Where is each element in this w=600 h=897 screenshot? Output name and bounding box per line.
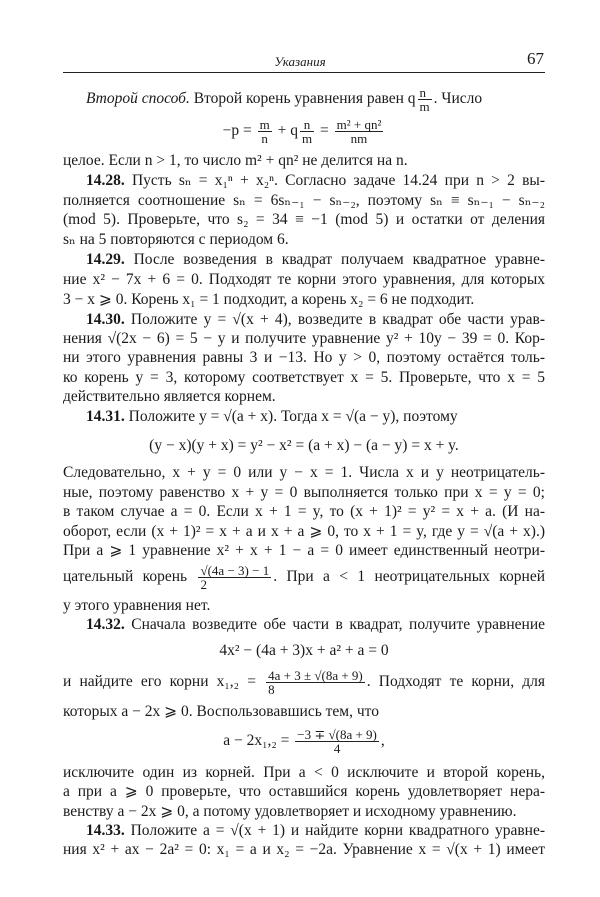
italic-lead: Второй способ.: [86, 90, 190, 108]
running-header: Указания: [274, 54, 326, 69]
text-line: [63, 564, 545, 591]
numerator: m: [259, 117, 270, 132]
text-line: оборот, если (x + 1)² = x + a и x + a ⩾ 0, то x + 1 = y, где y = √(a + x).): [63, 523, 545, 540]
fraction: [295, 728, 379, 755]
text: −p =: [222, 122, 252, 140]
fraction: [198, 564, 271, 591]
display-equation: [63, 728, 545, 755]
text: a − 2x₁,₂ =: [223, 732, 290, 750]
display-equation: 4x² − (4a + 3)x + a² + a = 0: [219, 642, 389, 659]
page-number: 67: [527, 49, 544, 68]
fraction: [258, 118, 272, 145]
fraction: [335, 118, 384, 145]
text-line: sₙ на 5 повторяются с периодом 6.: [63, 231, 289, 248]
header-rule: [63, 72, 545, 73]
text-line: При a ⩾ 1 уравнение x² + x + 1 − a = 0 имеет единственный неотри-: [63, 542, 545, 559]
numerator: √(4a − 3) − 1: [200, 563, 270, 578]
numerator: m² + qn²: [336, 117, 382, 132]
denominator: 4: [333, 741, 341, 756]
denominator: 8: [268, 682, 275, 697]
text-line: [86, 86, 545, 113]
denominator: m: [419, 99, 430, 114]
problem-number: 14.31.: [86, 408, 125, 425]
fraction: [418, 86, 432, 113]
text-line: [86, 407, 545, 427]
text-line: ни этого уравнения равны 3 и −13. Но y > 0, поэтому остаётся толь-: [63, 349, 545, 366]
text-line: [86, 250, 545, 270]
numerator: −3 ∓ √(8a + 9): [297, 727, 377, 742]
text: и найдите его корни x₁,₂ =: [63, 673, 256, 691]
text-line: полняется соотношение sₙ = 6sₙ₋₁ − sₙ₋₂, поэтому sₙ ≡ sₙ₋₁ − sₙ₋₂: [63, 192, 545, 209]
text-line: в таком случае a = 0. Если x + 1 = y, то (x + 1)² = y² = x + a. (И на-: [63, 503, 545, 520]
text: . Число: [433, 90, 483, 108]
problem-number: 14.33.: [86, 822, 125, 839]
problem-number: 14.29.: [86, 251, 125, 268]
text-line: (mod 5). Проверьте, что s₂ = 34 ≡ −1 (mod 5) и остатки от деления: [63, 211, 545, 228]
text-line: Следовательно, x + y = 0 или y − x = 1. Числа x и y неотрицатель-: [63, 464, 545, 481]
text-line: [86, 310, 545, 330]
text-line: ко корень y = 3, которому соответствует x = 5. Проверьте, что x = 5: [63, 369, 545, 386]
text: ,: [380, 732, 385, 750]
text: Положите a = √(x + 1) и найдите корни квадратного уравне-: [130, 822, 545, 839]
text-line: [86, 821, 545, 841]
text: . При a < 1 неотрицательных корней: [273, 568, 545, 586]
text: Положите y = √(x + 4), возведите в квадрат обе части урав-: [130, 311, 545, 328]
text: =: [319, 122, 329, 140]
text-line: ные, поэтому равенство x + y = 0 выполняется только при x = y = 0;: [63, 484, 545, 501]
text-line: венству a − 2x ⩾ 0, а потому удовлетворяет и исходному уравнению.: [63, 803, 517, 820]
text-line: [63, 669, 545, 696]
denominator: 2: [200, 577, 207, 592]
text: Положите y = √(a + x). Тогда x = √(a − y), поэтому: [128, 408, 458, 425]
text-line: [86, 615, 545, 635]
numerator: n: [300, 118, 314, 132]
text: После возведения в квадрат получаем квадратное уравне-: [133, 251, 546, 268]
text-line: которых a − 2x ⩾ 0. Воспользовавшись тем, что: [63, 703, 379, 720]
denominator: m: [301, 131, 313, 146]
text-line: действительно является корнем.: [63, 388, 276, 405]
text-line: ния x² + ax − 2a² = 0: x₁ = a и x₂ = −2a. Уравнение x = √(x + 1) имеет: [63, 841, 545, 858]
problem-number: 14.32.: [86, 616, 125, 633]
denominator: nm: [350, 131, 368, 146]
text: цательный корень: [63, 568, 188, 586]
text-line: исключите один из корней. При a < 0 исключите и второй корень,: [63, 764, 545, 781]
text-line: [86, 171, 545, 191]
text-line: 3 − x ⩾ 0. Корень x₁ = 1 подходит, а корень x₂ = 6 не подходит.: [63, 291, 475, 308]
fraction: [266, 669, 365, 696]
text-line: а при a ⩾ 0 проверьте, что оставшийся корень удовлетворяет нера-: [63, 783, 545, 800]
text-line: нения √(2x − 6) = 5 − y и получите уравнение y² + 10y − 39 = 0. Кор-: [63, 330, 545, 347]
display-equation: [63, 118, 545, 145]
text-line: ние x² − 7x + 6 = 0. Подходят те корни этого уравнения, для которых: [63, 271, 545, 288]
problem-number: 14.30.: [86, 311, 125, 328]
text-line: целое. Если n > 1, то число m² + qn² не делится на n.: [63, 152, 408, 169]
text: Пусть sₙ = x₁ⁿ + x₂ⁿ. Согласно задаче 14.24 при n > 2 вы-: [131, 172, 546, 189]
problem-number: 14.28.: [86, 172, 125, 189]
text-line: у этого уравнения нет.: [63, 597, 211, 614]
text: + q: [277, 122, 298, 140]
numerator: 4a + 3 ± √(8a + 9): [268, 668, 363, 683]
denominator: n: [261, 131, 268, 146]
text: Сначала возведите обе части в квадрат, получите уравнение: [131, 616, 545, 633]
display-equation: (y − x)(y + x) = y² − x² = (a + x) − (a − y) = x + y.: [149, 437, 459, 454]
text: Второй корень уравнения равен q: [189, 90, 416, 108]
numerator: n: [418, 86, 432, 100]
fraction: [300, 118, 314, 145]
text: . Подходят те корни, для: [366, 673, 545, 691]
